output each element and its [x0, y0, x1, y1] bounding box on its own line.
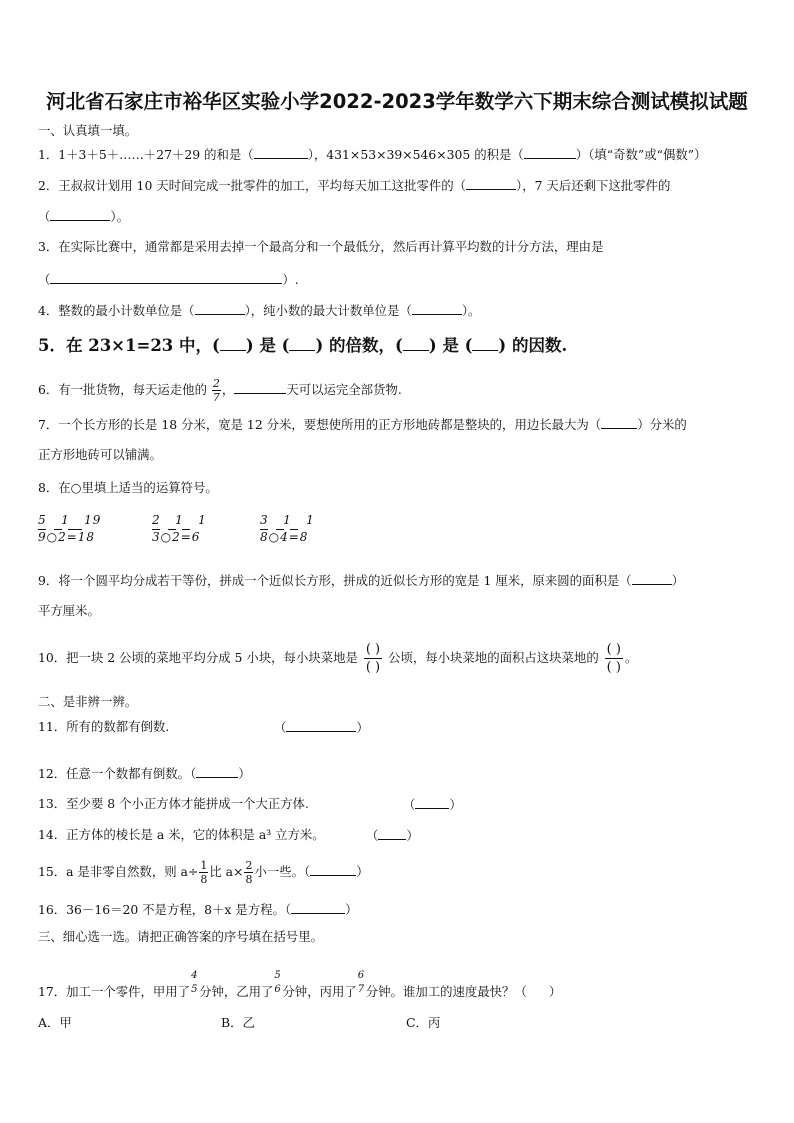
fraction-one-eighth: $\frac{1}{8}$: [200, 859, 208, 886]
fraction-four-fifths: 4 5: [191, 970, 198, 995]
q17-text-c: 分钟，丙用了: [282, 984, 357, 999]
answer-blank[interactable]: [412, 302, 462, 315]
question-2: [38, 177, 670, 194]
section-heading-1: 一、认真填一填。: [38, 123, 138, 138]
answer-blank[interactable]: [524, 146, 576, 159]
q4-text-a: 4．整数的最小计数单位是（: [38, 303, 195, 318]
fraction-six-sevenths: 6 7: [357, 970, 365, 995]
q1-text-a: 1．1＋3＋5＋……＋27＋29 的和是（: [38, 147, 254, 162]
q8-text-a: 8．在○里填上适当的运算符号。: [38, 480, 218, 495]
answer-blank[interactable]: [50, 271, 282, 284]
operation-item-1[interactable]: 5 1 19 9○2=18: [38, 513, 102, 544]
q17-text-e: ）: [548, 984, 562, 999]
q17-text-b: 分钟，乙用了: [199, 984, 274, 999]
question-2-cont: [38, 208, 129, 225]
q5-text-c: ) 的倍数，(: [315, 336, 403, 355]
answer-blank[interactable]: [254, 146, 308, 159]
q15-text-c: 小一些。（: [254, 864, 311, 879]
operation-item-3[interactable]: 3 1 1 8○4=8: [260, 513, 315, 544]
answer-blank[interactable]: [378, 827, 406, 840]
answer-blank[interactable]: [632, 572, 672, 585]
choice-b[interactable]: B．乙: [221, 1015, 255, 1030]
answer-blank[interactable]: [196, 765, 238, 778]
q12-text-b: ）: [238, 766, 251, 781]
question-17: [38, 970, 562, 1000]
question-6: [38, 378, 402, 403]
question-15: [38, 855, 369, 889]
answer-blank[interactable]: [466, 177, 516, 190]
question-10: [38, 636, 637, 680]
fraction-five-sixths: 5 6: [274, 970, 281, 995]
q6-text-c: 天可以运完全部货物.: [286, 382, 402, 397]
choice-c[interactable]: C．丙: [406, 1015, 441, 1030]
q6-text-b: ，: [221, 382, 235, 397]
q10-text-c: 。: [624, 650, 638, 665]
question-14-answer: （ ）: [366, 828, 419, 843]
q9-text-b: ）: [671, 573, 685, 588]
q2-text-d: ）。: [110, 209, 129, 224]
section-heading-3: 三、细心选一选。请把正确答案的序号填在括号里。: [38, 929, 323, 944]
answer-blank[interactable]: [601, 416, 637, 429]
fraction-blank-area[interactable]: ( ) ( ): [365, 642, 381, 675]
q3-text-b: （: [38, 272, 51, 287]
q2-text-a: 2．王叔叔计划用 10 天时间完成一批零件的加工，平均每天加工这批零件的（: [38, 178, 467, 193]
question-8: [38, 480, 218, 496]
q15-text-d: ）: [356, 864, 369, 879]
question-1: [38, 146, 706, 163]
q7-text-a: 7．一个长方形的长是 18 分米，宽是 12 分米，要想使所用的正方形地砖都是整块的，用边长最大为（: [38, 417, 602, 432]
q5-text-d: ) 是 (: [428, 336, 473, 355]
choice-a[interactable]: A．甲: [38, 1015, 72, 1030]
q15-text-b: 比 a×: [209, 864, 244, 879]
question-7-cont: [38, 447, 162, 463]
fraction-two-sevenths: $\frac{2}{7}$: [212, 377, 220, 404]
fraction-blank-share[interactable]: ( ) ( ): [606, 642, 621, 675]
q2-text-c: （: [38, 209, 51, 224]
q2-text-b: ），7 天后还剩下这批零件的: [516, 178, 671, 193]
fraction-two-eighths: $\frac{2}{8}$: [245, 859, 253, 886]
question-11: [38, 719, 169, 735]
q11-text-a: 11．所有的数都有倒数.: [38, 719, 170, 734]
q6-text-a: 6．有一批货物，每天运走他的: [38, 382, 207, 397]
question-14: [38, 827, 325, 843]
q16-text-a: 16．36－16＝20 不是方程，8＋x 是方程。（: [38, 902, 292, 917]
q7-text-b: ）分米的: [637, 417, 687, 432]
question-9: [38, 572, 684, 589]
q14-text-a: 14．正方体的棱长是 a 米，它的体积是 a³ 立方米。: [38, 827, 325, 842]
q13-text-a: 13．至少要 8 个小正方体才能拼成一个大正方体.: [38, 796, 309, 811]
q1-text-b: ），431×53×39×546×305 的积是（: [307, 147, 524, 162]
section-heading-2: 二、是非辨一辨。: [38, 694, 138, 709]
answer-blank[interactable]: [220, 336, 246, 351]
q12-text-a: 12．任意一个数都有倒数。（: [38, 766, 197, 781]
q3-text-a: 3．在实际比赛中，通常都是采用去掉一个最高分和一个最低分，然后再计算平均数的计分方法，理由是: [38, 239, 604, 254]
question-3: [38, 239, 603, 255]
question-9-cont: [38, 603, 100, 619]
q16-text-b: ）: [345, 902, 358, 917]
q1-text-c: ）（填“奇数”或“偶数”）: [575, 147, 707, 162]
answer-blank[interactable]: [286, 719, 356, 732]
question-13: [38, 796, 309, 812]
q9-text-c: 平方厘米。: [38, 603, 100, 618]
question-16: [38, 901, 357, 918]
operation-item-2[interactable]: 2 1 1 3○2=6: [152, 513, 207, 544]
q5-text-a: 5．在 23×1=23 中，(: [38, 336, 220, 355]
answer-blank[interactable]: [472, 336, 498, 351]
question-4: [38, 302, 480, 319]
q17-text-d: 分钟。谁加工的速度最快？（: [365, 984, 527, 999]
q5-text-b: ) 是 (: [245, 336, 290, 355]
question-3-cont: [38, 271, 299, 288]
answer-blank[interactable]: [195, 302, 245, 315]
q10-text-a: 10．把一块 2 公顷的菜地平均分成 5 小块，每小块菜地是: [38, 650, 358, 665]
answer-blank[interactable]: [234, 381, 286, 394]
q9-text-a: 9．将一个圆平均分成若干等份，拼成一个近似长方形，拼成的近似长方形的宽是 1 厘米，原来圆的面积是（: [38, 573, 632, 588]
q4-text-b: ），纯小数的最大计数单位是（: [244, 303, 412, 318]
question-12: [38, 765, 251, 782]
q15-text-a: 15．a 是非零自然数，则 a÷: [38, 864, 199, 879]
question-7: [38, 416, 687, 433]
q4-text-c: ）。: [461, 303, 481, 318]
q7-text-c: 正方形地砖可以铺满。: [38, 447, 162, 462]
q17-text-a: 17．加工一个零件，甲用了: [38, 984, 191, 999]
answer-blank[interactable]: [415, 796, 449, 809]
q3-text-c: ）.: [282, 272, 299, 287]
q5-text-e: ) 的因数.: [498, 336, 568, 355]
answer-blank[interactable]: [403, 336, 429, 351]
answer-blank[interactable]: [291, 901, 345, 914]
answer-blank[interactable]: [310, 863, 356, 876]
answer-blank[interactable]: [50, 208, 110, 221]
question-13-answer: （ ）: [403, 797, 462, 812]
q10-text-b: 公顷，每小块菜地的面积占这块菜地的: [388, 650, 599, 665]
question-5: [38, 336, 567, 356]
answer-blank[interactable]: [289, 336, 315, 351]
question-11-answer: （ ）: [274, 720, 369, 735]
page-title: 河北省石家庄市裕华区实验小学2022-2023学年数学六下期末综合测试模拟试题: [46, 90, 748, 113]
